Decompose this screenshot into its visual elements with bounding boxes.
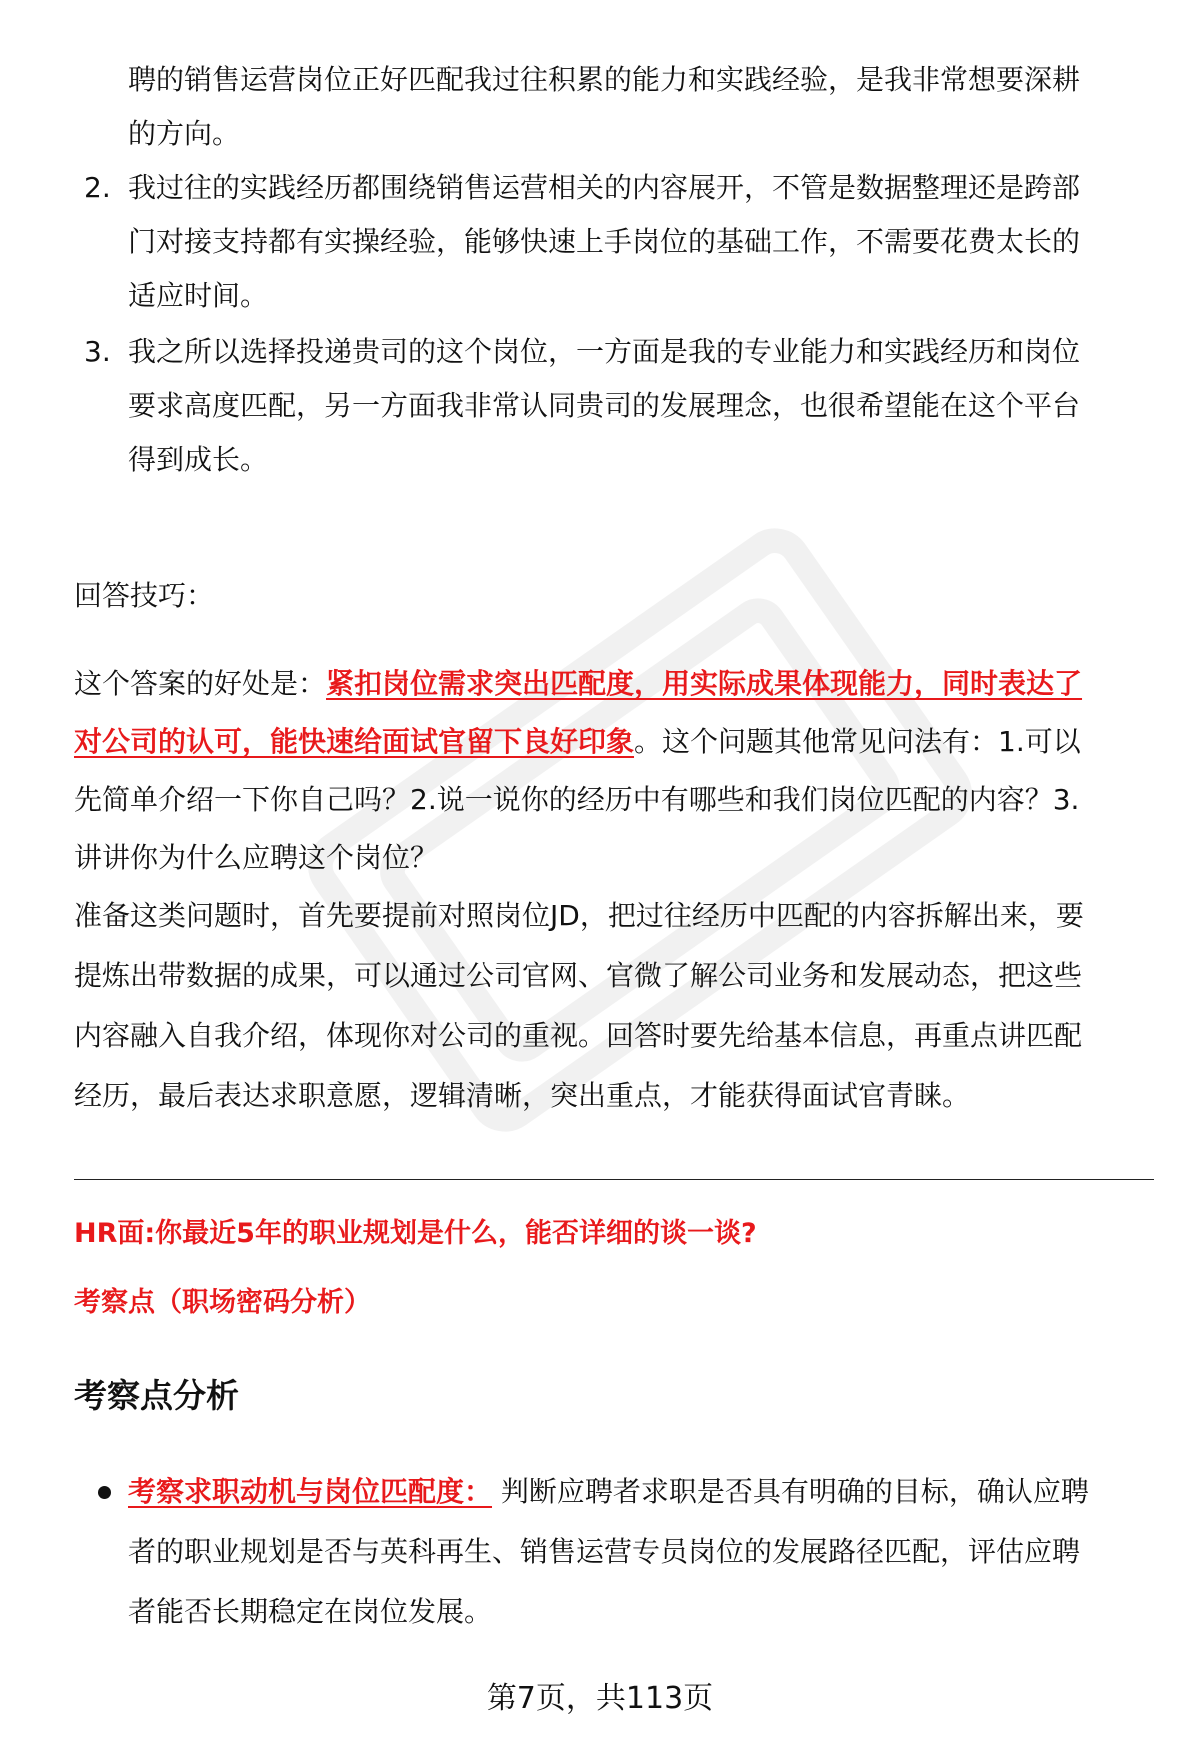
prep-line-1: 准备这类问题时，首先要提前对照岗位JD，把过往经历中匹配的内容拆解出来，要	[74, 899, 1084, 932]
list-item-3-line-1: 我之所以选择投递贵司的这个岗位，一方面是我的专业能力和实践经历和岗位	[128, 335, 1081, 368]
prep-line-2: 提炼出带数据的成果，可以通过公司官网、官微了解公司业务和发展动态，把这些	[74, 959, 1083, 992]
sub-heading: 考察点（职场密码分析）	[74, 1287, 371, 1318]
bullet-line-3: 者能否长期稳定在岗位发展。	[128, 1595, 493, 1628]
prep-line-3: 内容融入自我介绍，体现你对公司的重视。回答时要先给基本信息，再重点讲匹配	[74, 1019, 1083, 1052]
list-number-3: 3.	[84, 335, 111, 368]
list-item-3-line-3: 得到成长。	[128, 443, 269, 476]
tips-after-highlight: 。这个问题其他常见问法有：1.可以	[634, 725, 1081, 758]
intro-line-1: 聘的销售运营岗位正好匹配我过往积累的能力和实践经验，是我非常想要深耕	[128, 63, 1081, 96]
bullet-line-2: 者的职业规划是否与英科再生、销售运营专员岗位的发展路径匹配，评估应聘	[128, 1535, 1081, 1568]
intro-line-2: 的方向。	[128, 117, 241, 150]
list-item-2-line-3: 适应时间。	[128, 279, 269, 312]
question-heading: HR面:你最近5年的职业规划是什么，能否详细的谈一谈?	[74, 1218, 757, 1249]
list-item-2-line-1: 我过往的实践经历都围绕销售运营相关的内容展开，不管是数据整理还是跨部	[128, 171, 1081, 204]
tips-line-2	[74, 712, 1154, 772]
bullet-highlight: 考察求职动机与岗位匹配度：	[128, 1475, 493, 1508]
section-title: 考察点分析	[74, 1376, 239, 1415]
bullet-dot	[98, 1486, 111, 1499]
bullet-line-1	[128, 1462, 1154, 1522]
list-item-3-line-2: 要求高度匹配，另一方面我非常认同贵司的发展理念，也很希望能在这个平台	[128, 389, 1081, 422]
list-item-2-line-2: 门对接支持都有实操经验，能够快速上手岗位的基础工作，不需要花费太长的	[128, 225, 1081, 258]
prep-line-4: 经历，最后表达求职意愿，逻辑清晰，突出重点，才能获得面试官青睐。	[74, 1079, 971, 1112]
tips-line-3: 先简单介绍一下你自己吗？2.说一说你的经历中有哪些和我们岗位匹配的内容？3.	[74, 783, 1080, 816]
page-footer: 第7页，共113页	[486, 1681, 714, 1716]
tips-highlight-2: 对公司的认可，能快速给面试官留下良好印象	[74, 725, 635, 758]
tips-line-1	[74, 654, 1154, 714]
list-number-2: 2.	[84, 171, 111, 204]
bullet-line-1-rest: 判断应聘者求职是否具有明确的目标，确认应聘	[492, 1475, 1089, 1508]
tips-label: 回答技巧：	[74, 579, 215, 612]
tips-line-4: 讲讲你为什么应聘这个岗位？	[74, 841, 439, 874]
tips-highlight-1: 紧扣岗位需求突出匹配度，用实际成果体现能力，同时表达了	[326, 667, 1083, 700]
divider	[74, 1179, 1154, 1180]
tips-prefix: 这个答案的好处是：	[74, 667, 327, 700]
